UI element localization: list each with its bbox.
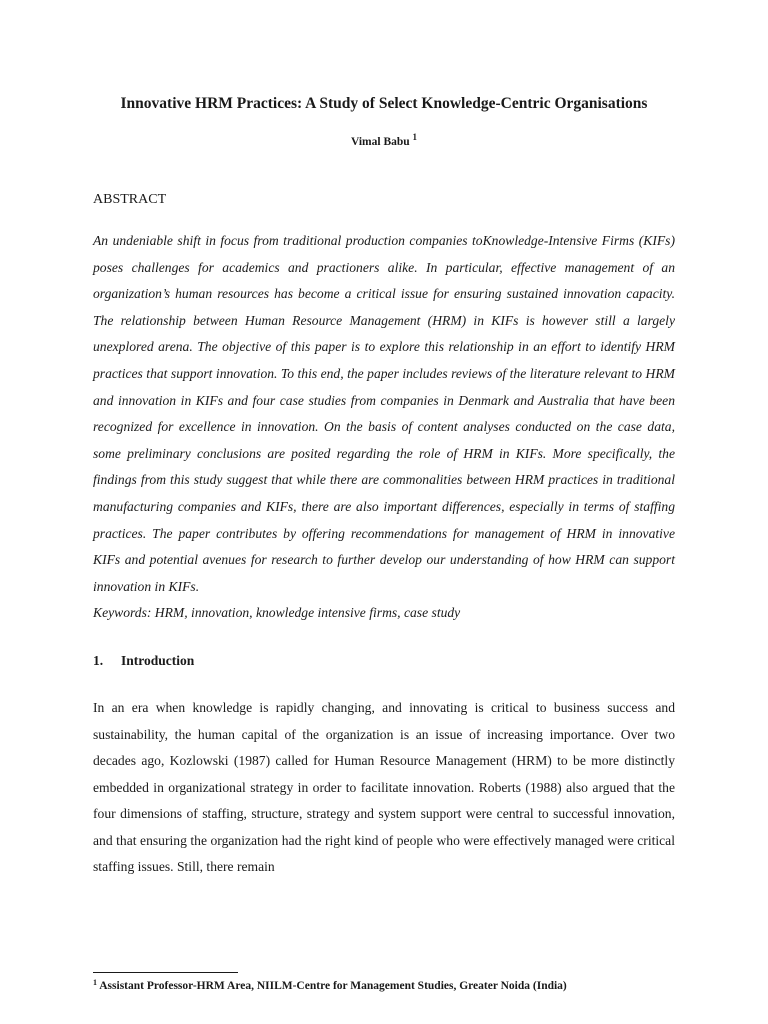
section-number: 1. [93, 652, 104, 668]
section-title: Introduction [121, 652, 195, 668]
introduction-paragraph: In an era when knowledge is rapidly changing, and innovating is critical to business success and sustainability, the human capital of the organization is an issue of increasing importance. Over two decades ago, Kozlowski (1987) called for Human Resource Management (HRM) to be more distinctly embedded in organizational strategy in order to facilitate innovation. Roberts (1988) also argued that the four dimensions of staffing, structure, strategy and system support were central to successful innovation, and that ensuring the organization had the right kind of people who were effectively managed were critical staffing issues. Still, there remain [93, 699, 675, 875]
paper-title: Innovative HRM Practices: A Study of Select Knowledge-Centric Organisations [120, 95, 648, 112]
abstract-text: An undeniable shift in focus from traditional production companies toKnowledge-Intensive Firms (KIFs) poses challenges for academics and practioners alike. In particular, effective management of an organization’s human resources has become a critical issue for ensuring sustained innovation capacity. The relationship between Human Resource Management (HRM) in KIFs is however still a largely unexplored arena. The objective of this paper is to explore this relationship in an effort to identify HRM practices that support innovation. To this end, the paper includes reviews of the literature relevant to HRM and innovation in KIFs and four case studies from companies in Denmark and Australia that have been recognized for excellence in innovation. On the basis of content analyses conducted on the case data, some preliminary conclusions are posited regarding the role of HRM in KIFs. More specifically, the findings from this study suggest that while there are commonalities between HRM practices in traditional manufacturing companies and KIFs, there are also important differences, especially in terms of staffing practices. The paper contributes by offering recommendations for management of HRM in innovative KIFs and potential avenues for research to further develop our understanding of how HRM can support innovation in KIFs. [93, 233, 675, 594]
keywords: Keywords: HRM, innovation, knowledge intensive firms, case study [93, 605, 461, 621]
footnote [93, 978, 567, 994]
footnote-text: Assistant Professor-HRM Area, NIILM-Centre for Management Studies, Greater Noida (India) [99, 980, 567, 992]
footnote-rule [93, 972, 238, 973]
footnote-mark: 1 [93, 978, 97, 987]
author-name: Vimal Babu [350, 136, 410, 148]
abstract-heading: ABSTRACT [93, 192, 167, 207]
section-heading-introduction [93, 627, 675, 671]
author-line [93, 116, 675, 150]
author-footnote-mark: 1 [412, 132, 418, 142]
abstract-body [93, 210, 675, 627]
